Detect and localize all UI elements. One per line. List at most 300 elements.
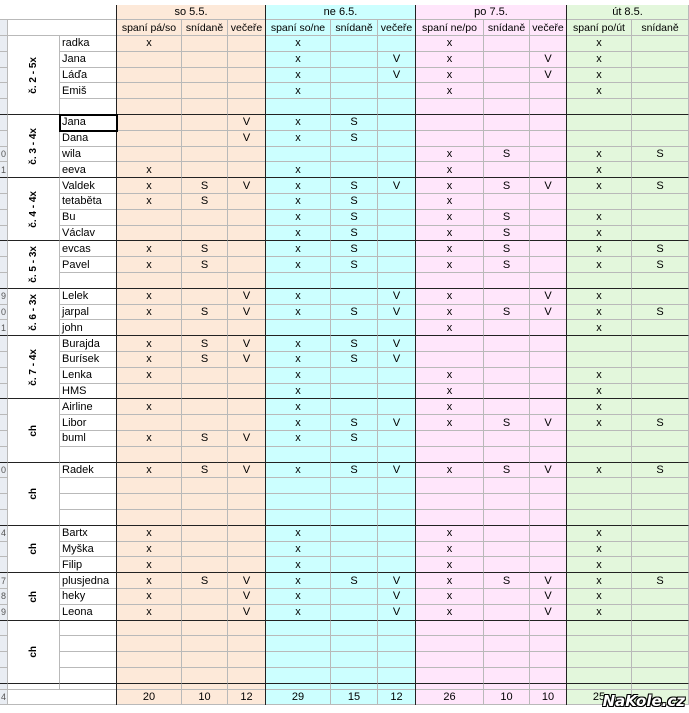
mark-cell[interactable]: [117, 131, 182, 147]
mark-cell[interactable]: x: [567, 320, 632, 336]
mark-cell[interactable]: x: [266, 241, 331, 257]
mark-cell[interactable]: [484, 83, 530, 99]
mark-cell[interactable]: [182, 115, 228, 131]
mark-cell[interactable]: [530, 336, 567, 352]
mark-cell[interactable]: x: [567, 589, 632, 605]
mark-cell[interactable]: [530, 273, 567, 289]
mark-cell[interactable]: [117, 384, 182, 400]
mark-cell[interactable]: [228, 226, 266, 242]
mark-cell[interactable]: [182, 621, 228, 637]
mark-cell[interactable]: V: [228, 336, 266, 352]
mark-cell[interactable]: [530, 447, 567, 463]
mark-cell[interactable]: x: [117, 463, 182, 479]
total-cell[interactable]: 29: [266, 690, 331, 705]
mark-cell[interactable]: [228, 83, 266, 99]
mark-cell[interactable]: [567, 447, 632, 463]
mark-cell[interactable]: [484, 605, 530, 621]
mark-cell[interactable]: x: [567, 605, 632, 621]
mark-cell[interactable]: [416, 478, 484, 494]
attendee-name[interactable]: Lelek: [60, 289, 117, 305]
mark-cell[interactable]: [182, 526, 228, 542]
mark-cell[interactable]: [331, 147, 378, 163]
attendee-name[interactable]: Emiš: [60, 83, 117, 99]
attendee-name[interactable]: [60, 494, 117, 510]
mark-cell[interactable]: [632, 99, 689, 115]
mark-cell[interactable]: [331, 542, 378, 558]
mark-cell[interactable]: [632, 162, 689, 178]
mark-cell[interactable]: [378, 115, 416, 131]
mark-cell[interactable]: [530, 147, 567, 163]
mark-cell[interactable]: V: [530, 305, 567, 321]
mark-cell[interactable]: [632, 68, 689, 84]
mark-cell[interactable]: S: [484, 305, 530, 321]
mark-cell[interactable]: [567, 668, 632, 684]
attendee-name[interactable]: plusjedna: [60, 573, 117, 589]
mark-cell[interactable]: [182, 289, 228, 305]
mark-cell[interactable]: [416, 336, 484, 352]
mark-cell[interactable]: [331, 478, 378, 494]
mark-cell[interactable]: [182, 636, 228, 652]
mark-cell[interactable]: x: [117, 36, 182, 52]
mark-cell[interactable]: x: [416, 605, 484, 621]
mark-cell[interactable]: V: [228, 305, 266, 321]
totals-label-cell[interactable]: [8, 690, 117, 705]
attendee-name[interactable]: wila: [60, 147, 117, 163]
mark-cell[interactable]: S: [331, 305, 378, 321]
mark-cell[interactable]: [484, 557, 530, 573]
mark-cell[interactable]: [331, 526, 378, 542]
mark-cell[interactable]: [182, 652, 228, 668]
mark-cell[interactable]: x: [416, 399, 484, 415]
attendee-name[interactable]: Leona: [60, 605, 117, 621]
mark-cell[interactable]: [117, 273, 182, 289]
attendee-name[interactable]: jarpal: [60, 305, 117, 321]
mark-cell[interactable]: [331, 83, 378, 99]
mark-cell[interactable]: [228, 68, 266, 84]
mark-cell[interactable]: x: [117, 305, 182, 321]
mark-cell[interactable]: x: [567, 526, 632, 542]
mark-cell[interactable]: x: [266, 305, 331, 321]
mark-cell[interactable]: V: [378, 415, 416, 431]
mark-cell[interactable]: [530, 226, 567, 242]
mark-cell[interactable]: [567, 115, 632, 131]
mark-cell[interactable]: [182, 510, 228, 526]
mark-cell[interactable]: V: [228, 431, 266, 447]
mark-cell[interactable]: x: [117, 573, 182, 589]
mark-cell[interactable]: [266, 99, 331, 115]
mark-cell[interactable]: [266, 621, 331, 637]
mark-cell[interactable]: S: [484, 573, 530, 589]
mark-cell[interactable]: [378, 526, 416, 542]
mark-cell[interactable]: [331, 668, 378, 684]
mark-cell[interactable]: x: [266, 573, 331, 589]
attendee-name[interactable]: Dana: [60, 131, 117, 147]
mark-cell[interactable]: [266, 636, 331, 652]
mark-cell[interactable]: S: [632, 257, 689, 273]
attendee-name[interactable]: [60, 510, 117, 526]
mark-cell[interactable]: [228, 194, 266, 210]
mark-cell[interactable]: x: [266, 178, 331, 194]
mark-cell[interactable]: x: [567, 573, 632, 589]
mark-cell[interactable]: [228, 241, 266, 257]
mark-cell[interactable]: [331, 621, 378, 637]
mark-cell[interactable]: [378, 131, 416, 147]
total-cell[interactable]: 12: [378, 690, 416, 705]
mark-cell[interactable]: [484, 478, 530, 494]
mark-cell[interactable]: [228, 52, 266, 68]
mark-cell[interactable]: [632, 210, 689, 226]
mark-cell[interactable]: [331, 289, 378, 305]
mark-cell[interactable]: [228, 162, 266, 178]
mark-cell[interactable]: V: [228, 605, 266, 621]
attendee-name[interactable]: [60, 652, 117, 668]
mark-cell[interactable]: [378, 257, 416, 273]
mark-cell[interactable]: [228, 384, 266, 400]
attendee-name[interactable]: Bartx: [60, 526, 117, 542]
mark-cell[interactable]: [416, 431, 484, 447]
total-cell[interactable]: 10: [530, 690, 567, 705]
mark-cell[interactable]: [378, 194, 416, 210]
mark-cell[interactable]: [228, 494, 266, 510]
mark-cell[interactable]: [331, 399, 378, 415]
mark-cell[interactable]: S: [632, 463, 689, 479]
mark-cell[interactable]: S: [331, 241, 378, 257]
mark-cell[interactable]: V: [378, 68, 416, 84]
mark-cell[interactable]: x: [266, 399, 331, 415]
mark-cell[interactable]: [530, 542, 567, 558]
mark-cell[interactable]: x: [266, 384, 331, 400]
mark-cell[interactable]: S: [182, 573, 228, 589]
mark-cell[interactable]: [530, 36, 567, 52]
mark-cell[interactable]: S: [484, 147, 530, 163]
mark-cell[interactable]: [632, 542, 689, 558]
mark-cell[interactable]: [632, 289, 689, 305]
mark-cell[interactable]: S: [632, 415, 689, 431]
mark-cell[interactable]: x: [117, 431, 182, 447]
mark-cell[interactable]: x: [567, 241, 632, 257]
mark-cell[interactable]: [266, 447, 331, 463]
mark-cell[interactable]: [228, 668, 266, 684]
mark-cell[interactable]: [378, 384, 416, 400]
mark-cell[interactable]: x: [567, 384, 632, 400]
mark-cell[interactable]: [331, 636, 378, 652]
mark-cell[interactable]: S: [632, 147, 689, 163]
mark-cell[interactable]: [530, 478, 567, 494]
mark-cell[interactable]: V: [530, 415, 567, 431]
mark-cell[interactable]: [378, 447, 416, 463]
mark-cell[interactable]: V: [228, 115, 266, 131]
mark-cell[interactable]: x: [567, 162, 632, 178]
mark-cell[interactable]: [331, 652, 378, 668]
mark-cell[interactable]: [331, 52, 378, 68]
mark-cell[interactable]: x: [567, 463, 632, 479]
mark-cell[interactable]: x: [416, 384, 484, 400]
mark-cell[interactable]: [632, 621, 689, 637]
mark-cell[interactable]: [484, 115, 530, 131]
mark-cell[interactable]: x: [567, 83, 632, 99]
mark-cell[interactable]: [117, 320, 182, 336]
mark-cell[interactable]: x: [117, 162, 182, 178]
mark-cell[interactable]: [117, 652, 182, 668]
mark-cell[interactable]: [331, 510, 378, 526]
mark-cell[interactable]: x: [416, 257, 484, 273]
mark-cell[interactable]: [378, 226, 416, 242]
attendee-name[interactable]: eeva: [60, 162, 117, 178]
mark-cell[interactable]: [182, 668, 228, 684]
mark-cell[interactable]: x: [117, 542, 182, 558]
mark-cell[interactable]: S: [331, 463, 378, 479]
mark-cell[interactable]: [632, 557, 689, 573]
mark-cell[interactable]: [182, 162, 228, 178]
mark-cell[interactable]: [632, 36, 689, 52]
mark-cell[interactable]: x: [117, 605, 182, 621]
mark-cell[interactable]: x: [567, 68, 632, 84]
mark-cell[interactable]: [567, 510, 632, 526]
mark-cell[interactable]: S: [484, 210, 530, 226]
mark-cell[interactable]: [331, 162, 378, 178]
mark-cell[interactable]: [632, 526, 689, 542]
mark-cell[interactable]: [530, 210, 567, 226]
mark-cell[interactable]: [530, 352, 567, 368]
mark-cell[interactable]: S: [182, 463, 228, 479]
mark-cell[interactable]: V: [530, 52, 567, 68]
mark-cell[interactable]: [266, 147, 331, 163]
mark-cell[interactable]: [228, 447, 266, 463]
mark-cell[interactable]: [484, 494, 530, 510]
mark-cell[interactable]: x: [117, 399, 182, 415]
attendee-name[interactable]: HMS: [60, 384, 117, 400]
mark-cell[interactable]: [484, 68, 530, 84]
attendee-name[interactable]: [60, 478, 117, 494]
mark-cell[interactable]: S: [331, 352, 378, 368]
mark-cell[interactable]: [632, 336, 689, 352]
mark-cell[interactable]: S: [331, 257, 378, 273]
mark-cell[interactable]: x: [567, 178, 632, 194]
mark-cell[interactable]: S: [632, 241, 689, 257]
mark-cell[interactable]: [484, 131, 530, 147]
mark-cell[interactable]: [117, 83, 182, 99]
mark-cell[interactable]: x: [416, 463, 484, 479]
mark-cell[interactable]: x: [416, 178, 484, 194]
mark-cell[interactable]: [567, 636, 632, 652]
mark-cell[interactable]: x: [117, 257, 182, 273]
mark-cell[interactable]: [117, 52, 182, 68]
attendee-name[interactable]: [60, 99, 117, 115]
mark-cell[interactable]: [530, 320, 567, 336]
mark-cell[interactable]: S: [331, 336, 378, 352]
mark-cell[interactable]: [331, 99, 378, 115]
mark-cell[interactable]: [228, 652, 266, 668]
mark-cell[interactable]: [632, 194, 689, 210]
total-cell[interactable]: 26: [416, 690, 484, 705]
mark-cell[interactable]: x: [567, 399, 632, 415]
mark-cell[interactable]: x: [416, 68, 484, 84]
mark-cell[interactable]: [530, 510, 567, 526]
mark-cell[interactable]: [228, 257, 266, 273]
mark-cell[interactable]: [632, 226, 689, 242]
mark-cell[interactable]: [182, 557, 228, 573]
mark-cell[interactable]: V: [378, 589, 416, 605]
mark-cell[interactable]: [632, 273, 689, 289]
mark-cell[interactable]: V: [530, 605, 567, 621]
mark-cell[interactable]: [266, 510, 331, 526]
mark-cell[interactable]: [182, 399, 228, 415]
mark-cell[interactable]: x: [266, 131, 331, 147]
mark-cell[interactable]: [567, 131, 632, 147]
mark-cell[interactable]: [117, 478, 182, 494]
mark-cell[interactable]: x: [416, 210, 484, 226]
mark-cell[interactable]: [182, 210, 228, 226]
mark-cell[interactable]: [484, 99, 530, 115]
mark-cell[interactable]: V: [228, 131, 266, 147]
mark-cell[interactable]: [228, 510, 266, 526]
attendee-name[interactable]: Valdek: [60, 178, 117, 194]
attendee-name[interactable]: Myška: [60, 542, 117, 558]
mark-cell[interactable]: [228, 210, 266, 226]
mark-cell[interactable]: [530, 257, 567, 273]
mark-cell[interactable]: [567, 336, 632, 352]
mark-cell[interactable]: x: [416, 147, 484, 163]
mark-cell[interactable]: [484, 352, 530, 368]
mark-cell[interactable]: x: [266, 352, 331, 368]
mark-cell[interactable]: x: [416, 589, 484, 605]
mark-cell[interactable]: [416, 447, 484, 463]
mark-cell[interactable]: x: [416, 526, 484, 542]
mark-cell[interactable]: [632, 399, 689, 415]
mark-cell[interactable]: x: [416, 194, 484, 210]
mark-cell[interactable]: [632, 494, 689, 510]
mark-cell[interactable]: V: [530, 68, 567, 84]
mark-cell[interactable]: [530, 241, 567, 257]
attendee-name[interactable]: Airline: [60, 399, 117, 415]
mark-cell[interactable]: [331, 557, 378, 573]
mark-cell[interactable]: x: [266, 52, 331, 68]
attendee-name[interactable]: evcas: [60, 241, 117, 257]
attendee-name[interactable]: [60, 621, 117, 637]
mark-cell[interactable]: [567, 194, 632, 210]
mark-cell[interactable]: x: [266, 115, 331, 131]
mark-cell[interactable]: [530, 399, 567, 415]
mark-cell[interactable]: x: [266, 368, 331, 384]
mark-cell[interactable]: [378, 241, 416, 257]
mark-cell[interactable]: S: [484, 226, 530, 242]
mark-cell[interactable]: [266, 273, 331, 289]
mark-cell[interactable]: x: [117, 352, 182, 368]
mark-cell[interactable]: [567, 621, 632, 637]
mark-cell[interactable]: [117, 99, 182, 115]
mark-cell[interactable]: x: [266, 68, 331, 84]
mark-cell[interactable]: [484, 289, 530, 305]
mark-cell[interactable]: [228, 320, 266, 336]
mark-cell[interactable]: [331, 36, 378, 52]
mark-cell[interactable]: x: [117, 589, 182, 605]
mark-cell[interactable]: [182, 52, 228, 68]
mark-cell[interactable]: [182, 99, 228, 115]
mark-cell[interactable]: [182, 589, 228, 605]
mark-cell[interactable]: [378, 399, 416, 415]
mark-cell[interactable]: V: [530, 573, 567, 589]
mark-cell[interactable]: [228, 526, 266, 542]
mark-cell[interactable]: [632, 589, 689, 605]
mark-cell[interactable]: [331, 384, 378, 400]
attendee-name[interactable]: Jana: [60, 115, 117, 131]
mark-cell[interactable]: [331, 589, 378, 605]
mark-cell[interactable]: [117, 210, 182, 226]
mark-cell[interactable]: x: [416, 542, 484, 558]
mark-cell[interactable]: [378, 273, 416, 289]
attendee-name[interactable]: Radek: [60, 463, 117, 479]
mark-cell[interactable]: x: [117, 241, 182, 257]
mark-cell[interactable]: S: [632, 573, 689, 589]
mark-cell[interactable]: [182, 83, 228, 99]
mark-cell[interactable]: S: [182, 431, 228, 447]
mark-cell[interactable]: [378, 542, 416, 558]
mark-cell[interactable]: [182, 368, 228, 384]
mark-cell[interactable]: [632, 478, 689, 494]
mark-cell[interactable]: [567, 352, 632, 368]
mark-cell[interactable]: [378, 636, 416, 652]
mark-cell[interactable]: V: [378, 352, 416, 368]
mark-cell[interactable]: x: [567, 415, 632, 431]
mark-cell[interactable]: [378, 494, 416, 510]
mark-cell[interactable]: V: [530, 178, 567, 194]
mark-cell[interactable]: S: [182, 305, 228, 321]
mark-cell[interactable]: V: [530, 289, 567, 305]
mark-cell[interactable]: x: [416, 52, 484, 68]
mark-cell[interactable]: S: [632, 178, 689, 194]
total-cell[interactable]: 10: [182, 690, 228, 705]
mark-cell[interactable]: x: [266, 226, 331, 242]
mark-cell[interactable]: [182, 131, 228, 147]
mark-cell[interactable]: [182, 147, 228, 163]
mark-cell[interactable]: V: [228, 573, 266, 589]
mark-cell[interactable]: V: [378, 463, 416, 479]
mark-cell[interactable]: x: [117, 289, 182, 305]
attendee-name[interactable]: radka: [60, 36, 117, 52]
mark-cell[interactable]: [182, 494, 228, 510]
mark-cell[interactable]: x: [266, 194, 331, 210]
mark-cell[interactable]: [266, 320, 331, 336]
attendee-name[interactable]: Láďa: [60, 68, 117, 84]
mark-cell[interactable]: [378, 478, 416, 494]
mark-cell[interactable]: S: [484, 415, 530, 431]
mark-cell[interactable]: x: [266, 415, 331, 431]
mark-cell[interactable]: V: [378, 573, 416, 589]
attendee-name[interactable]: [60, 273, 117, 289]
mark-cell[interactable]: [530, 557, 567, 573]
mark-cell[interactable]: [484, 447, 530, 463]
mark-cell[interactable]: x: [567, 147, 632, 163]
mark-cell[interactable]: [117, 68, 182, 84]
mark-cell[interactable]: [182, 542, 228, 558]
mark-cell[interactable]: [331, 320, 378, 336]
mark-cell[interactable]: S: [331, 226, 378, 242]
attendee-name[interactable]: Lenka: [60, 368, 117, 384]
mark-cell[interactable]: S: [182, 336, 228, 352]
mark-cell[interactable]: S: [331, 415, 378, 431]
mark-cell[interactable]: x: [567, 226, 632, 242]
mark-cell[interactable]: [378, 621, 416, 637]
mark-cell[interactable]: x: [567, 557, 632, 573]
attendee-name[interactable]: Bu: [60, 210, 117, 226]
attendee-name[interactable]: [60, 447, 117, 463]
mark-cell[interactable]: [632, 320, 689, 336]
mark-cell[interactable]: S: [331, 210, 378, 226]
mark-cell[interactable]: [530, 162, 567, 178]
mark-cell[interactable]: x: [117, 526, 182, 542]
mark-cell[interactable]: [530, 99, 567, 115]
mark-cell[interactable]: [530, 115, 567, 131]
